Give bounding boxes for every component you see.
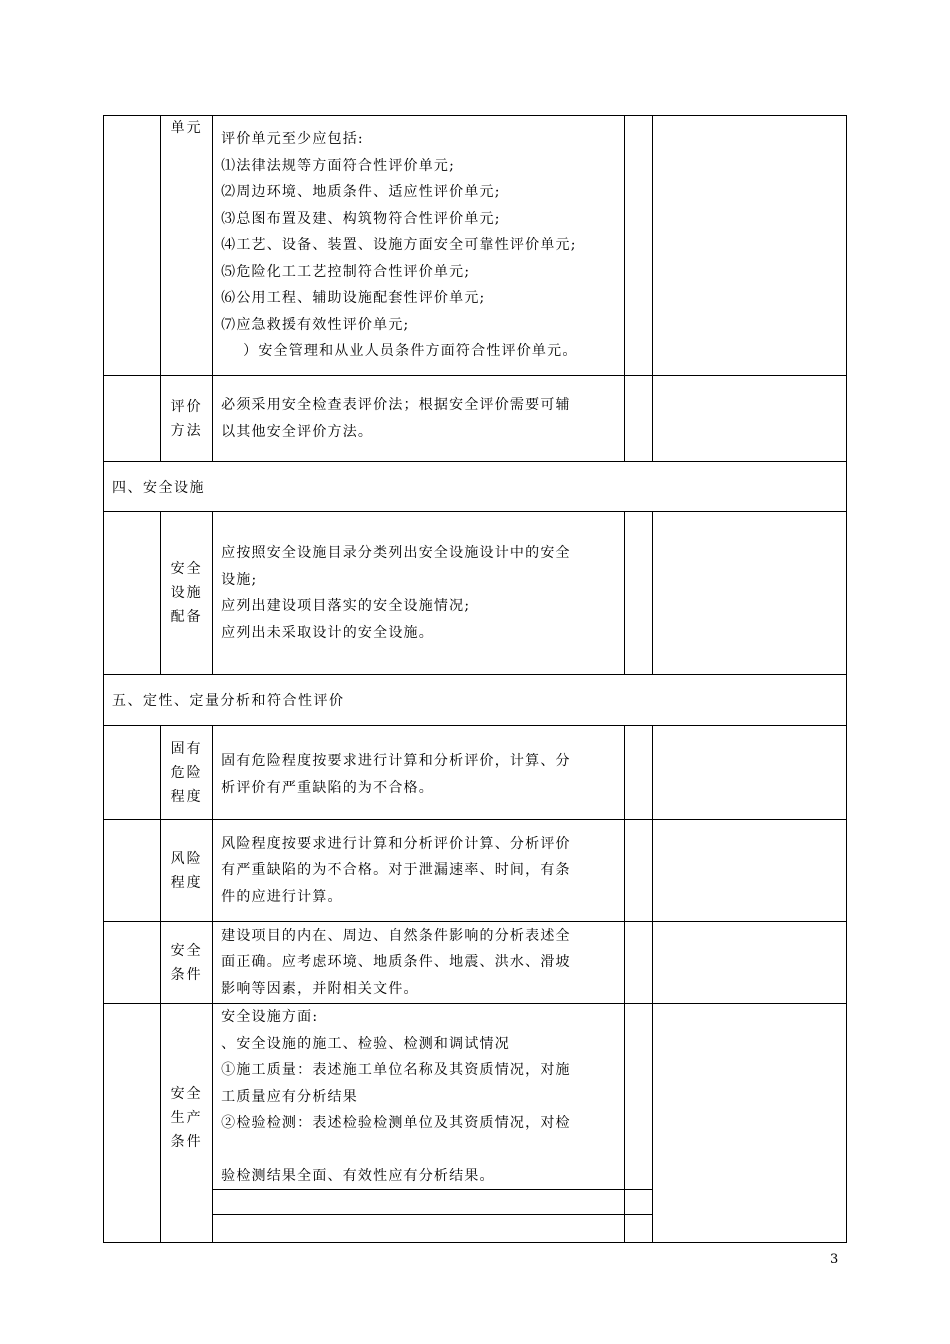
table-row-inherent bbox=[104, 726, 847, 820]
content-cell-unit bbox=[213, 116, 625, 376]
content-line: 应列出建设项目落实的安全设施情况; bbox=[221, 598, 471, 614]
check-cell[interactable] bbox=[624, 1215, 652, 1243]
blank-cell bbox=[104, 376, 161, 462]
label-text: 程度 bbox=[170, 788, 203, 805]
check-cell[interactable] bbox=[624, 512, 652, 675]
blank-cell bbox=[104, 820, 161, 922]
content-line: ②检验检测：表述检验检测单位及其资质情况，对检 bbox=[221, 1115, 571, 1131]
content-line: ⑸危险化工工艺控制符合性评价单元; bbox=[221, 263, 471, 280]
check-cell[interactable] bbox=[624, 820, 652, 922]
content-line: 析评价有严重缺陷的为不合格。 bbox=[221, 779, 434, 796]
label-text: 条件 bbox=[170, 966, 203, 983]
table-row-unit bbox=[104, 116, 847, 376]
content-line: 工质量应有分析结果 bbox=[221, 1088, 358, 1105]
row-label-production bbox=[161, 1004, 213, 1243]
blank-cell bbox=[104, 726, 161, 820]
content-line: ）安全管理和从业人员条件方面符合性评价单元。 bbox=[243, 343, 578, 359]
content-line: 有严重缺陷的为不合格。对于泄漏速率、时间，有条 bbox=[221, 862, 571, 879]
label-text: 风险 bbox=[170, 850, 203, 867]
content-line: 必须采用安全检查表评价法；根据安全评价需要可辅 bbox=[221, 397, 571, 413]
extra-content-cell[interactable] bbox=[213, 1215, 625, 1243]
content-line: 件的应进行计算。 bbox=[221, 888, 343, 905]
label-text: 设施 bbox=[170, 585, 203, 601]
section-heading-4: 四、安全设施 bbox=[104, 462, 847, 512]
content-line: 影响等因素，并附相关文件。 bbox=[221, 980, 419, 997]
row-label-conditions bbox=[161, 922, 213, 1004]
content-line: 面正确。应考虑环境、地质条件、地震、洪水、滑坡 bbox=[221, 954, 571, 971]
content-line-blank bbox=[221, 1137, 616, 1163]
content-cell-production bbox=[213, 1004, 625, 1190]
remark-cell[interactable] bbox=[652, 820, 846, 922]
content-cell-method bbox=[213, 376, 625, 462]
content-line: 应列出未采取设计的安全设施。 bbox=[221, 624, 434, 641]
content-cell-facilities bbox=[213, 512, 625, 675]
section-row bbox=[104, 675, 847, 726]
section-heading-5: 五、定性、定量分析和符合性评价 bbox=[104, 675, 847, 726]
table-row-conditions bbox=[104, 922, 847, 1004]
check-cell[interactable] bbox=[624, 1190, 652, 1215]
check-cell[interactable] bbox=[624, 1004, 652, 1190]
content-line: 设施; bbox=[221, 571, 258, 588]
content-line: 风险程度按要求进行计算和分析评价计算、分析评价 bbox=[221, 835, 571, 852]
content-line: 以其他安全评价方法。 bbox=[221, 423, 374, 440]
check-cell[interactable] bbox=[624, 376, 652, 462]
check-cell[interactable] bbox=[624, 922, 652, 1004]
remark-cell[interactable] bbox=[652, 922, 846, 1004]
content-line: ⑺应急救援有效性评价单元; bbox=[221, 316, 410, 333]
table-row-production bbox=[104, 1004, 847, 1190]
blank-cell bbox=[104, 512, 161, 675]
content-line: 安全设施方面: bbox=[221, 1009, 319, 1025]
row-label-unit bbox=[161, 116, 213, 376]
blank-cell bbox=[104, 1004, 161, 1243]
row-label-method bbox=[161, 376, 213, 462]
label-text: 方法 bbox=[170, 422, 203, 439]
content-cell-conditions bbox=[213, 922, 625, 1004]
content-line: ⑷工艺、设备、装置、设施方面安全可靠性评价单元; bbox=[221, 237, 577, 253]
blank-cell bbox=[104, 922, 161, 1004]
content-line: ⑴法律法规等方面符合性评价单元; bbox=[221, 157, 456, 174]
label-text: 安全 bbox=[170, 561, 203, 577]
check-cell[interactable] bbox=[624, 726, 652, 820]
row-label-inherent bbox=[161, 726, 213, 820]
section-row bbox=[104, 462, 847, 512]
label-text: 固有 bbox=[170, 740, 203, 757]
table-row-facilities bbox=[104, 512, 847, 675]
content-line: 建设项目的内在、周边、自然条件影响的分析表述全 bbox=[221, 927, 571, 944]
row-label-risk bbox=[161, 820, 213, 922]
label-text: 安全 bbox=[170, 942, 203, 959]
evaluation-checklist-table bbox=[103, 115, 847, 1243]
table-row-method bbox=[104, 376, 847, 462]
remark-cell[interactable] bbox=[652, 512, 846, 675]
content-line: ①施工质量：表述施工单位名称及其资质情况，对施 bbox=[221, 1062, 571, 1078]
content-cell-inherent bbox=[213, 726, 625, 820]
blank-cell bbox=[104, 116, 161, 376]
content-line: 评价单元至少应包括: bbox=[221, 131, 364, 147]
label-text: 安全 bbox=[170, 1086, 203, 1102]
remark-cell[interactable] bbox=[652, 726, 846, 820]
page-number: 3 bbox=[830, 1252, 839, 1267]
content-line: ⑵周边环境、地质条件、适应性评价单元; bbox=[221, 184, 501, 200]
label-text: 单元 bbox=[170, 120, 203, 136]
check-cell[interactable] bbox=[624, 116, 652, 376]
label-text: 条件 bbox=[170, 1134, 203, 1150]
remark-cell[interactable] bbox=[652, 1004, 846, 1243]
remark-cell[interactable] bbox=[652, 376, 846, 462]
content-line: ⑶总图布置及建、构筑物符合性评价单元; bbox=[221, 210, 501, 227]
label-text: 评价 bbox=[170, 398, 203, 415]
extra-content-cell[interactable] bbox=[213, 1190, 625, 1215]
remark-cell[interactable] bbox=[652, 116, 846, 376]
label-text: 危险 bbox=[170, 764, 203, 781]
content-line: 验检测结果全面、有效性应有分析结果。 bbox=[221, 1167, 495, 1184]
content-line: 、安全设施的施工、检验、检测和调试情况 bbox=[221, 1035, 510, 1052]
content-line: ⑹公用工程、辅助设施配套性评价单元; bbox=[221, 290, 486, 306]
row-label-facilities bbox=[161, 512, 213, 675]
table-row-risk bbox=[104, 820, 847, 922]
content-cell-risk bbox=[213, 820, 625, 922]
label-text: 生产 bbox=[170, 1110, 203, 1126]
label-text: 程度 bbox=[170, 874, 203, 891]
content-line: 固有危险程度按要求进行计算和分析评价，计算、分 bbox=[221, 753, 571, 769]
label-text: 配备 bbox=[170, 609, 203, 625]
content-line: 应按照安全设施目录分类列出安全设施设计中的安全 bbox=[221, 545, 571, 561]
